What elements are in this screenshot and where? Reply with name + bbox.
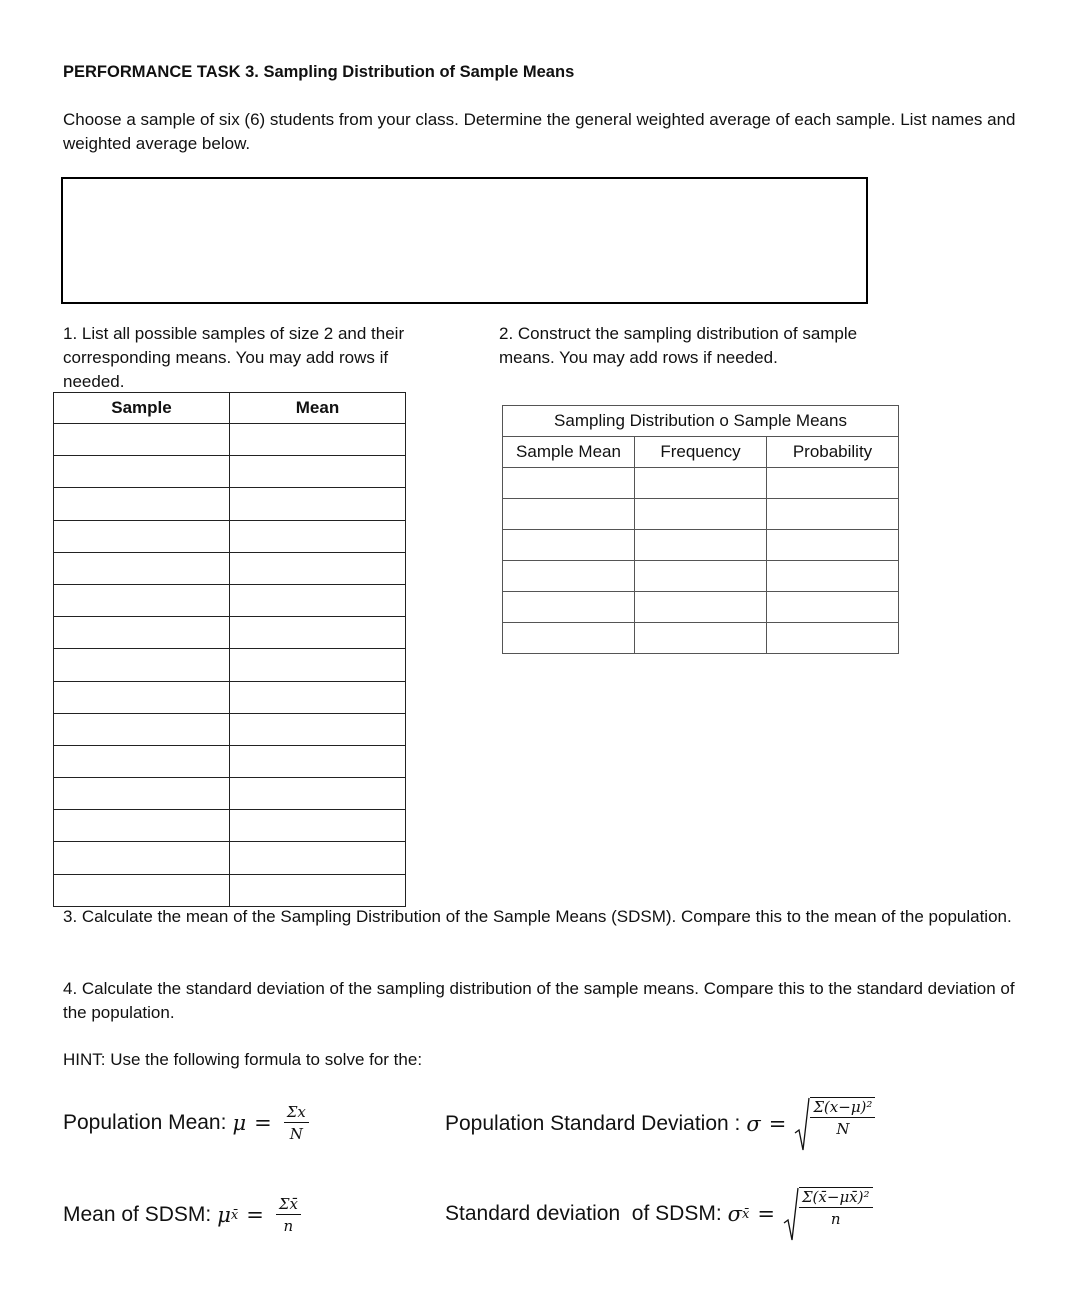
- sample-cell[interactable]: [54, 778, 230, 810]
- table-row: [54, 552, 406, 584]
- sample-mean-cell[interactable]: [503, 530, 635, 561]
- table-row: [54, 842, 406, 874]
- sample-mean-cell[interactable]: [503, 499, 635, 530]
- sample-cell[interactable]: [54, 424, 230, 456]
- header-mean: Mean: [230, 393, 406, 424]
- equals-sign: =: [246, 1203, 264, 1227]
- table-row: [54, 584, 406, 616]
- sigma-symbol: σ: [746, 1112, 761, 1136]
- table-row: [54, 874, 406, 906]
- fraction-numerator: Σ(x−μ)²: [810, 1097, 875, 1118]
- sample-cell[interactable]: [54, 713, 230, 745]
- question-3: 3. Calculate the mean of the Sampling Distribution of the Sample Means (SDSM). Compare this to the mean of the population.: [63, 907, 1012, 926]
- frequency-cell[interactable]: [635, 530, 767, 561]
- probability-cell[interactable]: [767, 623, 899, 654]
- sigma-symbol: σ: [727, 1202, 742, 1226]
- instructions: Choose a sample of six (6) students from your class. Determine the general weighted average of each sample. List names and weighted average below.: [63, 110, 1016, 153]
- sample-cell[interactable]: [54, 649, 230, 681]
- frequency-cell[interactable]: [635, 468, 767, 499]
- sdsm-mean-formula: [63, 1195, 301, 1235]
- table-row: [54, 681, 406, 713]
- table-row: [503, 499, 899, 530]
- frequency-cell[interactable]: [635, 623, 767, 654]
- header-sample: Sample: [54, 393, 230, 424]
- table-row: [503, 623, 899, 654]
- square-root-icon: [794, 1097, 875, 1151]
- mean-cell[interactable]: [230, 584, 406, 616]
- sample-mean-cell[interactable]: [503, 592, 635, 623]
- page-title: PERFORMANCE TASK 3. Sampling Distribution of Sample Means: [63, 63, 575, 81]
- mean-cell[interactable]: [230, 456, 406, 488]
- table-row: [54, 488, 406, 520]
- mean-cell[interactable]: [230, 520, 406, 552]
- sample-cell[interactable]: [54, 681, 230, 713]
- population-sd-formula: [445, 1097, 875, 1151]
- sdsm-sd-formula: [445, 1187, 873, 1241]
- sample-cell[interactable]: [54, 810, 230, 842]
- fraction-numerator: Σx̄: [276, 1195, 301, 1215]
- sample-cell[interactable]: [54, 874, 230, 906]
- mean-cell[interactable]: [230, 649, 406, 681]
- mean-cell[interactable]: [230, 424, 406, 456]
- table-row: [54, 520, 406, 552]
- mean-cell[interactable]: [230, 488, 406, 520]
- question-4: 4. Calculate the standard deviation of the sampling distribution of the sample means. Compare this to the standard deviation of the population.: [63, 979, 1015, 1022]
- probability-cell[interactable]: [767, 530, 899, 561]
- sample-cell[interactable]: [54, 842, 230, 874]
- mu-symbol: μ: [232, 1111, 247, 1135]
- frequency-cell[interactable]: [635, 499, 767, 530]
- table-row: [503, 530, 899, 561]
- student-list-answer-box[interactable]: [61, 177, 868, 304]
- probability-cell[interactable]: [767, 561, 899, 592]
- frequency-cell[interactable]: [635, 592, 767, 623]
- sample-mean-cell[interactable]: [503, 623, 635, 654]
- mean-cell[interactable]: [230, 810, 406, 842]
- sample-cell[interactable]: [54, 584, 230, 616]
- fraction-denominator: n: [830, 1210, 841, 1228]
- probability-cell[interactable]: [767, 592, 899, 623]
- table-row: [54, 617, 406, 649]
- fraction-denominator: N: [836, 1120, 850, 1138]
- population-sd-label: Population Standard Deviation :: [445, 1112, 741, 1135]
- sample-cell[interactable]: [54, 617, 230, 649]
- hint-text: HINT: Use the following formula to solve for the:: [63, 1050, 423, 1069]
- mean-cell[interactable]: [230, 617, 406, 649]
- sampling-distribution-table: [502, 405, 899, 654]
- sample-cell[interactable]: [54, 520, 230, 552]
- equals-sign: =: [768, 1112, 787, 1136]
- samples-table: [53, 392, 406, 907]
- frequency-cell[interactable]: [635, 561, 767, 592]
- mean-cell[interactable]: [230, 681, 406, 713]
- table-row: [54, 456, 406, 488]
- mean-cell[interactable]: [230, 842, 406, 874]
- table-row: [54, 649, 406, 681]
- fraction-numerator: Σx: [284, 1103, 309, 1123]
- population-mean-formula: [63, 1103, 309, 1143]
- probability-cell[interactable]: [767, 468, 899, 499]
- sample-cell[interactable]: [54, 488, 230, 520]
- sdsm-sd-label: Standard deviation of SDSM:: [445, 1202, 722, 1225]
- header-probability: Probability: [767, 437, 899, 468]
- mean-cell[interactable]: [230, 745, 406, 777]
- mean-cell[interactable]: [230, 713, 406, 745]
- fraction-denominator: n: [283, 1217, 294, 1235]
- sample-cell[interactable]: [54, 745, 230, 777]
- table-row: [54, 778, 406, 810]
- mean-cell[interactable]: [230, 778, 406, 810]
- table-caption: Sampling Distribution o Sample Means: [503, 406, 899, 437]
- question-1: 1. List all possible samples of size 2 and their corresponding means. You may add rows if needed.: [63, 324, 405, 391]
- sample-mean-cell[interactable]: [503, 561, 635, 592]
- table-row: [503, 592, 899, 623]
- table-row: [54, 713, 406, 745]
- sample-cell[interactable]: [54, 456, 230, 488]
- fraction-numerator: Σ(x̄−μx̄)²: [799, 1187, 873, 1208]
- sample-mean-cell[interactable]: [503, 468, 635, 499]
- mean-cell[interactable]: [230, 874, 406, 906]
- square-root-icon: [783, 1187, 873, 1241]
- sample-cell[interactable]: [54, 552, 230, 584]
- table-row: [54, 810, 406, 842]
- probability-cell[interactable]: [767, 499, 899, 530]
- header-frequency: Frequency: [635, 437, 767, 468]
- xbar-subscript: x̄: [230, 1207, 239, 1223]
- question-2: 2. Construct the sampling distribution of sample means. You may add rows if needed.: [499, 324, 858, 367]
- table-row: [503, 561, 899, 592]
- xbar-subscript: x̄: [742, 1206, 750, 1222]
- mu-symbol: μ: [217, 1203, 231, 1227]
- mean-cell[interactable]: [230, 552, 406, 584]
- table-row: [54, 424, 406, 456]
- equals-sign: =: [757, 1202, 775, 1226]
- header-sample-mean: Sample Mean: [503, 437, 635, 468]
- table-row: [503, 468, 899, 499]
- population-mean-label: Population Mean:: [63, 1111, 227, 1134]
- fraction-denominator: N: [289, 1125, 303, 1143]
- equals-sign: =: [254, 1111, 272, 1135]
- table-row: [54, 745, 406, 777]
- sdsm-mean-label: Mean of SDSM:: [63, 1203, 212, 1226]
